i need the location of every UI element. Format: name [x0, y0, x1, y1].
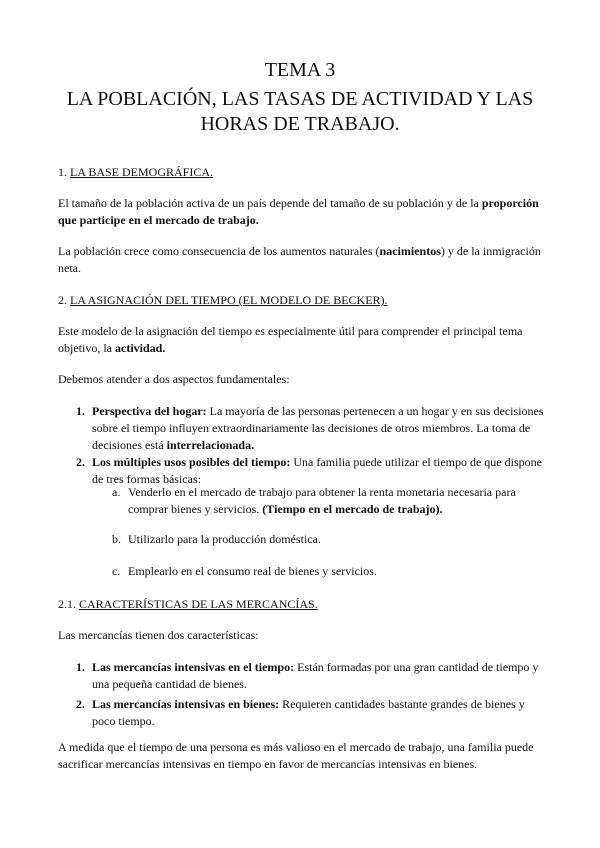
section1-p2-a: La población crece como consecuencia de los aumentos naturales (: [58, 244, 380, 258]
list-item-number: 1.: [76, 660, 85, 674]
section2-heading-text: LA ASIGNACIÓN DEL TIEMPO (EL MODELO DE BECKER).: [70, 293, 388, 307]
section2-p1-bold: actividad.: [115, 341, 166, 355]
list-item-bold2: interrelacionada.: [166, 438, 255, 452]
list-item-text: Una familia puede utilizar el tiempo de que dispone de tres formas básicas:: [92, 455, 542, 486]
section2-sublist: [58, 484, 548, 518]
section21-paragraph1: Las mercancías tienen dos características:: [58, 628, 259, 642]
section21-number: 2.1.: [58, 597, 76, 611]
section2-paragraph2: Debemos atender a dos aspectos fundamentales:: [58, 372, 290, 386]
section1-p2-b: ) y de la inmigración neta.: [58, 244, 541, 275]
list-item-bold: Perspectiva del hogar:: [92, 404, 207, 418]
section21-paragraph2: A medida que el tiempo de una persona es más valioso en el mercado de trabajo, una familia puede sacrificar mercancías intensivas en tiempo en favor de mercancías intensivas en bienes.: [58, 740, 534, 771]
section2-list: [58, 403, 548, 488]
section2-paragraph1: [58, 323, 548, 357]
sublist-item: [58, 563, 548, 580]
doc-title-line3: HORAS DE TRABAJO.: [200, 113, 400, 135]
list-item-bold: Los múltiples usos posibles del tiempo:: [92, 455, 291, 469]
section2-heading: [58, 292, 388, 309]
doc-title-line2: LA POBLACIÓN, LAS TASAS DE ACTIVIDAD Y LAS: [66, 88, 534, 110]
section1-p1-bold: proporción que participe en el mercado de trabajo.: [58, 196, 539, 227]
sublist-item-letter: b.: [112, 532, 121, 546]
list-item: [58, 659, 548, 693]
sublist-item-bold: (Tiempo en el mercado de trabajo).: [262, 502, 443, 516]
sublist-item-letter: a.: [112, 485, 121, 499]
list-item-bold: Las mercancías intensivas en el tiempo:: [92, 660, 295, 674]
list-item: [58, 696, 548, 730]
list-item: [58, 403, 548, 454]
list-item-bold: Las mercancías intensivas en bienes:: [92, 697, 280, 711]
section1-p1-text: El tamaño de la población activa de un país depende del tamaño de su población y de la: [58, 196, 479, 210]
section1-paragraph2: [58, 243, 548, 277]
sublist-item-letter: c.: [112, 564, 121, 578]
sublist-item-text: Venderlo en el mercado de trabajo para obtener la renta monetaria necesaria para comprar bienes y servicios.: [128, 485, 516, 516]
sublist-item-text: Utilizarlo para la producción doméstica.: [128, 532, 321, 546]
sublist-item: [58, 484, 548, 518]
list-item-number: 1.: [76, 404, 85, 418]
doc-title-line1: TEMA 3: [264, 59, 336, 81]
sublist-item-text: Emplearlo en el consumo real de bienes y servicios.: [128, 564, 377, 578]
list-item-text: Están formadas por una gran cantidad de tiempo y una pequeña cantidad de bienes.: [92, 660, 539, 691]
section1-number: 1.: [58, 165, 67, 179]
sublist-item: [58, 531, 548, 548]
list-item-text: La mayoría de las personas pertenecen a un hogar y en sus decisiones sobre el tiempo influyen extraordinariamente las decisiones de otros miembros. La toma de decisiones está: [92, 404, 544, 452]
section2-number: 2.: [58, 293, 67, 307]
list-item-number: 2.: [76, 697, 85, 711]
section1-p2-bold: nacimientos: [379, 244, 441, 258]
section21-heading: [58, 596, 318, 613]
section1-heading: [58, 164, 213, 181]
section2-p1-text: Este modelo de la asignación del tiempo es especialmente útil para comprender el principal tema objetivo, la: [58, 324, 523, 355]
list-item-text: Requieren cantidades bastante grandes de bienes y poco tiempo.: [92, 697, 525, 728]
section21-heading-text: CARACTERÍSTICAS DE LAS MERCANCÍAS.: [79, 597, 318, 611]
section21-list: [58, 659, 548, 730]
section2-sublist-b: [58, 531, 548, 548]
section1-heading-text: LA BASE DEMOGRÁFICA.: [70, 165, 214, 179]
list-item-number: 2.: [76, 455, 85, 469]
section2-sublist-c: [58, 563, 548, 580]
list-item: [58, 454, 548, 488]
section1-paragraph1: [58, 195, 548, 229]
